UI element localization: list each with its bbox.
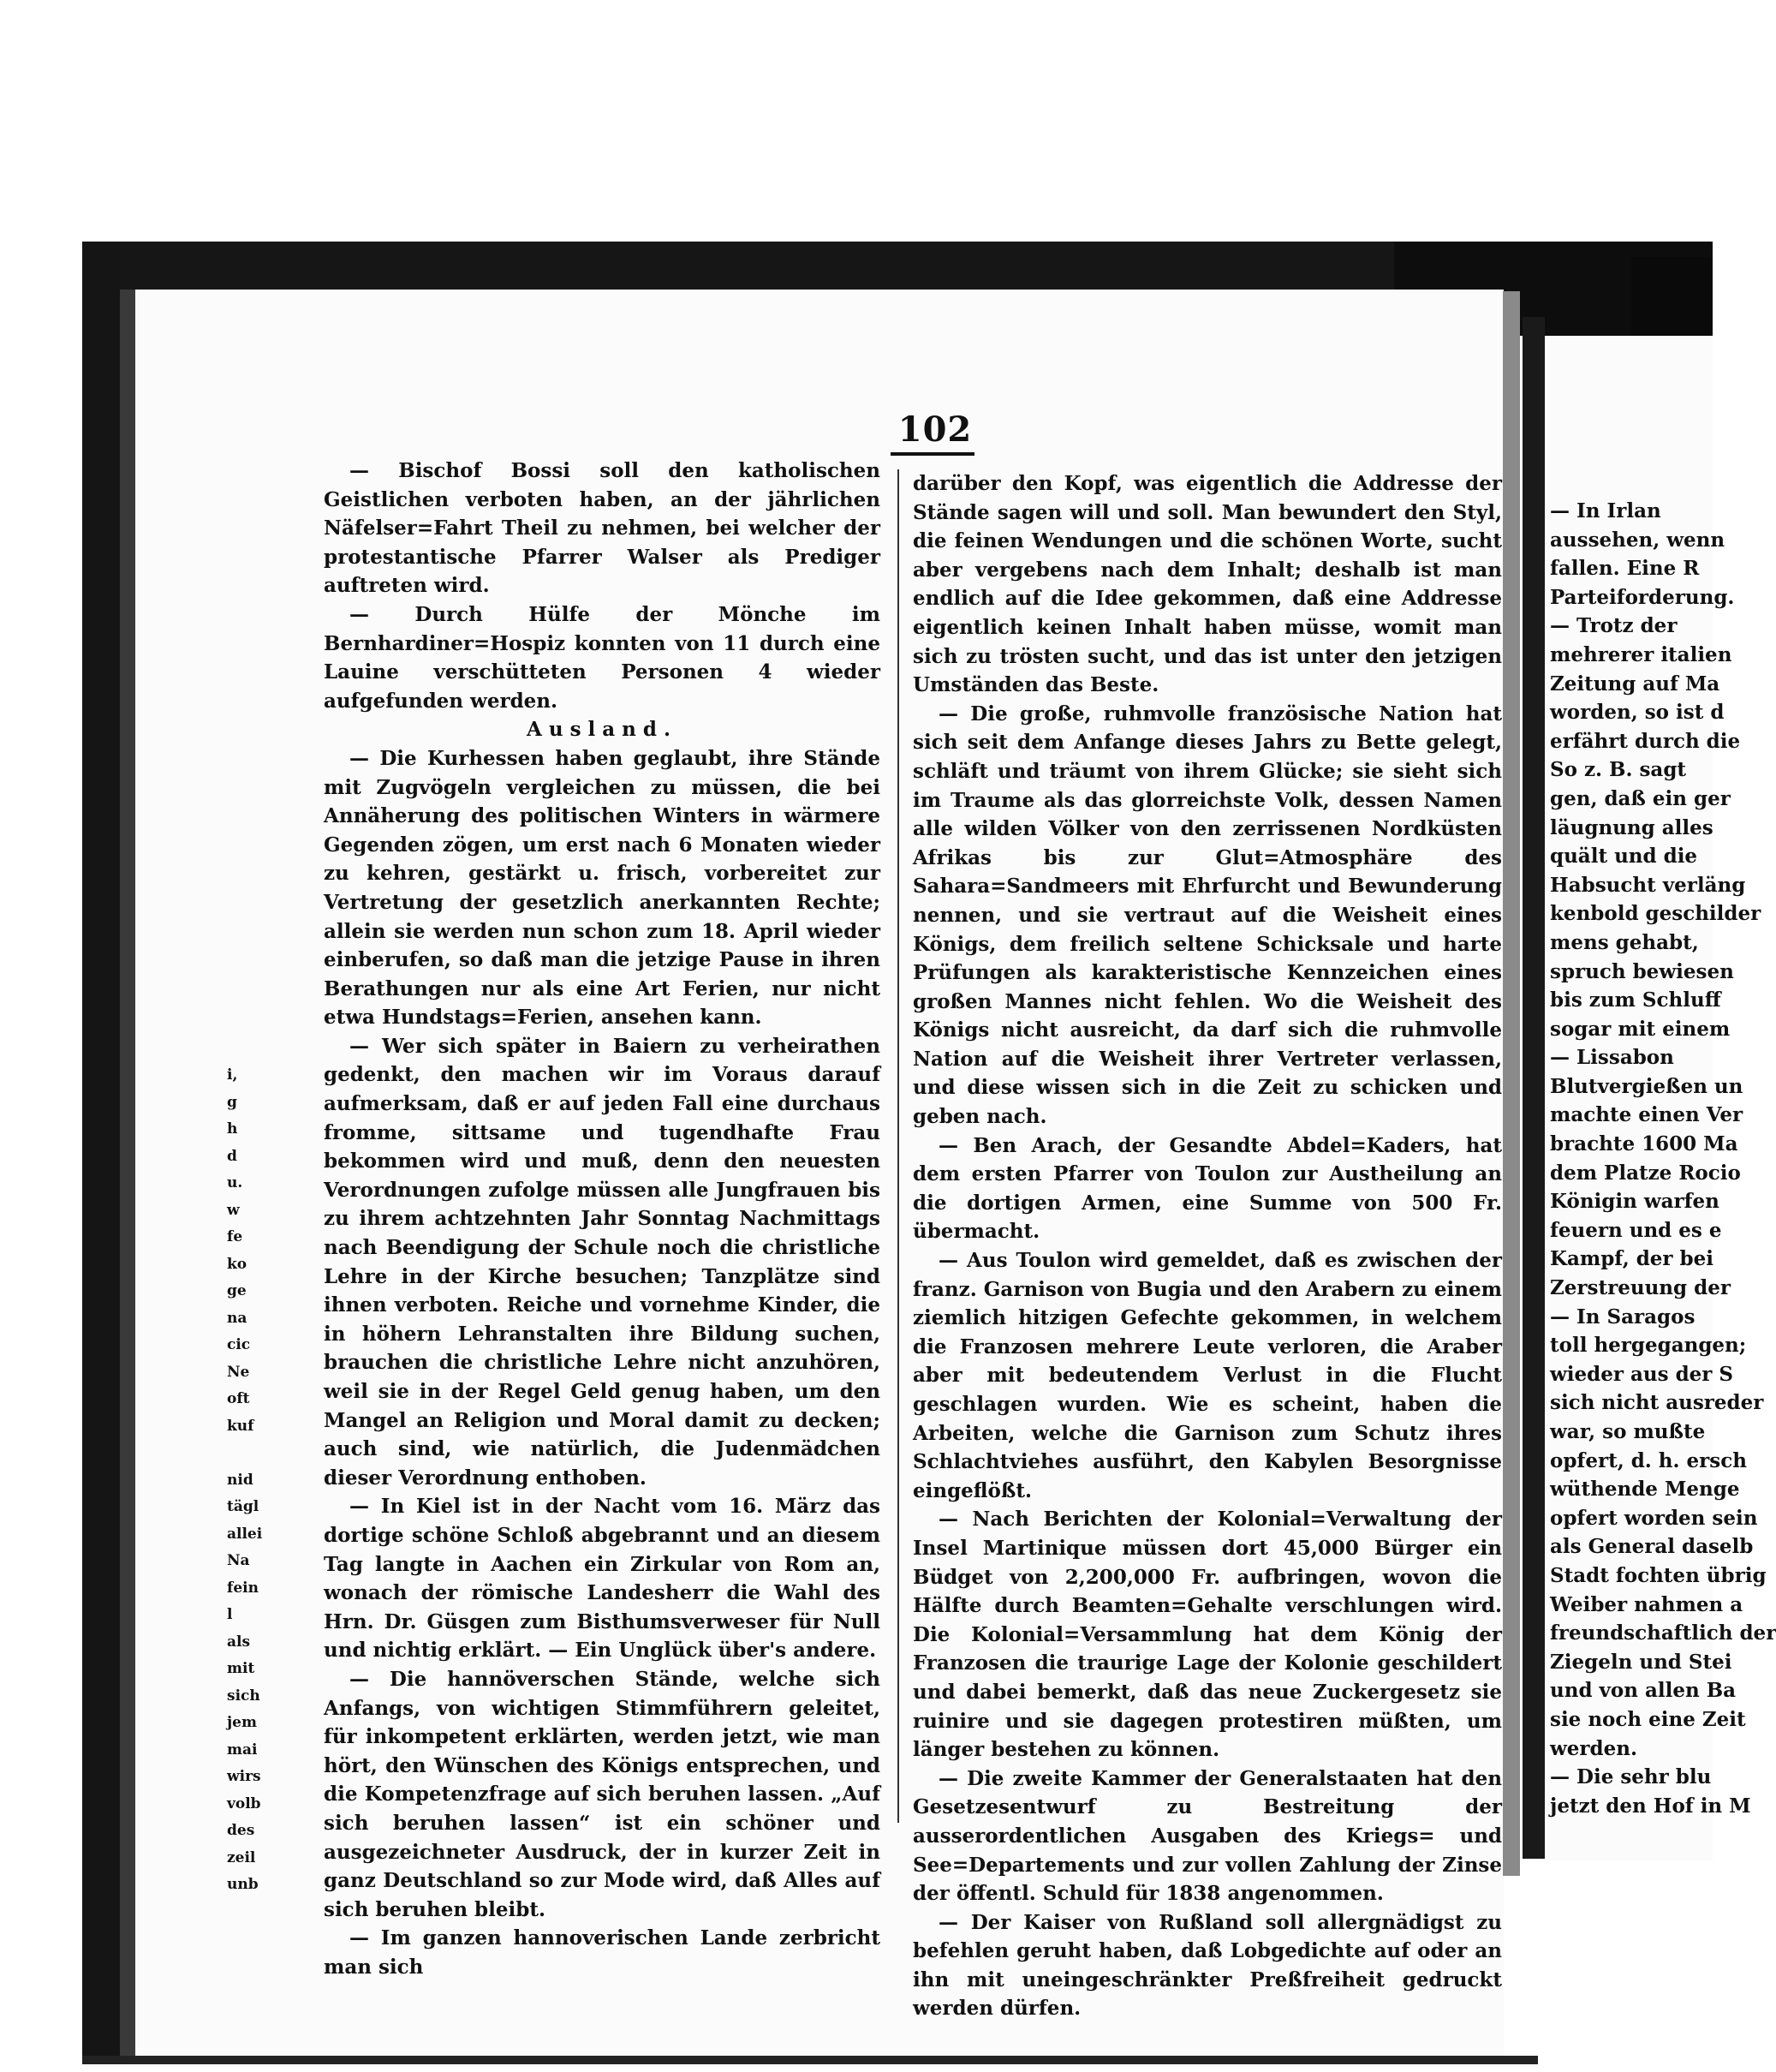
facing-page-line: brachte 1600 Ma	[1550, 1132, 1738, 1156]
margin-fragment: unb	[227, 1876, 259, 1893]
facing-page-line: Zerstreuung der	[1550, 1276, 1731, 1300]
margin-fragment: g	[227, 1093, 237, 1111]
facing-page-line: und von allen Ba	[1550, 1679, 1737, 1703]
facing-page-line: mehrerer italien	[1550, 642, 1732, 666]
margin-fragment: oft	[227, 1390, 250, 1407]
column-divider	[897, 469, 899, 1823]
margin-fragment: zeil	[227, 1848, 256, 1866]
margin-fragment: ge	[227, 1282, 247, 1299]
facing-page-line: Ziegeln und Stei	[1550, 1650, 1732, 1674]
paragraph: — Durch Hülfe der Mönche im Bernhardiner=Hospiz konnten von 11 durch eine Lauine verschütteten Personen 4 wieder aufgefunden werden.	[324, 602, 880, 713]
facing-page-line: Blutvergießen un	[1550, 1074, 1743, 1098]
scan-border-left	[82, 242, 120, 2062]
facing-page-line: feuern und es e	[1550, 1218, 1722, 1242]
facing-page-line: gen, daß ein ger	[1550, 786, 1731, 810]
margin-fragment: cic	[227, 1336, 251, 1353]
page-number-rule	[891, 452, 974, 456]
facing-page-line: Habsucht verläng	[1550, 873, 1746, 897]
facing-page-line: — Lissabon	[1550, 1046, 1674, 1070]
paragraph: — Die große, ruhmvolle französische Nation hat sich seit dem Anfange dieses Jahrs zu Bette gelegt, schläft und träumt von ihrem Glücke; sie sieht sich im Traume als das glorreichste Volk, dessen Namen alle wilden Völker von den zerrissenen Nordküsten Afrikas bis zur Glut=Atmosphäre des Sahara=Sandmeers mit Ehrfurcht und Bewunderung nennen, und sie vertraut auf die Weisheit eines Königs, dem freilich seltene Schicksale und harte Prüfungen als karakteristische Kennzeichen eines großen Mannes nicht fehlen. Wo die Weisheit des Königs nicht ausreicht, da darf sich die ruhmvolle Nation auf die Weisheit ihrer Vertreter verlassen, und diese wissen sich in die Zeit zu schicken und geben nach.	[913, 702, 1502, 1129]
paragraph: — Im ganzen hannoverischen Lande zerbricht man sich	[324, 1926, 880, 1979]
margin-fragment: mit	[227, 1660, 255, 1677]
facing-page-line: Parteiforderung.	[1550, 585, 1735, 609]
margin-fragment: i,	[227, 1066, 238, 1084]
paragraph: — Aus Toulon wird gemeldet, daß es zwischen der franz. Garnison von Bugia und den Arabern zu einem ziemlich hitzigen Gefechte gekommen, in welchem die Franzosen mehrere Leute verloren, die Araber aber mit bedeutendem Verlust in die Flucht geschlagen wurden. Wie es scheint, haben die Arbeiten, welche die Garnison zum Schutz ihres Schlachtviehes ausführt, den Kabylen Besorgnisse eingeflößt.	[913, 1249, 1502, 1502]
paragraph: — Nach Berichten der Kolonial=Verwaltung der Insel Martinique müssen dort 45,000 Bürger ein Büdget von 2,200,000 Fr. aufbringen, wovon die Hälfte durch Beamten=Gehalte verschlungen wird. Die Kolonial=Versammlung hat dem König der Franzosen die traurige Lage der Kolonie geschildert und dabei bemerkt, daß das neue Zuckergesetz sie ruinire und sie dagegen protestiren müßten, um länger bestehen zu können.	[913, 1508, 1502, 1762]
margin-fragment: u.	[227, 1174, 243, 1191]
previous-page-margin-fragments	[227, 1062, 261, 1899]
facing-page-line: — Die sehr blu	[1550, 1765, 1712, 1789]
facing-page-line: läugnung alles	[1550, 815, 1713, 839]
facing-page-line: dem Platze Rocio	[1550, 1161, 1741, 1185]
margin-fragment: nid	[227, 1471, 253, 1489]
facing-page-line: als General daselb	[1550, 1535, 1754, 1559]
paragraph: — Die zweite Kammer der Generalstaaten hat den Gesetzesentwurf zu Bestreitung der ausserordentlichen Ausgaben des Kriegs= und See=Departements und zur vollen Zahlung der Zinse der öffentl. Schuld für 1838 angenommen.	[913, 1766, 1502, 1906]
paragraph: darüber den Kopf, was eigentlich die Addresse der Stände sagen will und soll. Man bewundert den Styl, die feinen Wendungen und die schönen Worte, sucht aber vergebens nach dem Inhalt; deshalb ist man endlich auf die Idee gekommen, daß eine Addresse eigentlich keinen Inhalt haben müsse, womit man sich zu trösten sucht, und das ist unter den jetzigen Umständen das Beste.	[913, 472, 1502, 697]
page-number: 102	[897, 409, 973, 450]
facing-page-line: wieder aus der S	[1550, 1362, 1734, 1386]
facing-page-line: sogar mit einem	[1550, 1017, 1731, 1041]
margin-fragment: volb	[227, 1794, 261, 1812]
margin-fragment: h	[227, 1120, 238, 1138]
facing-page-line: aussehen, wenn	[1550, 528, 1725, 552]
scan-border-top	[82, 242, 1401, 290]
facing-page-line: jetzt den Hof in M	[1550, 1794, 1751, 1818]
gutter-shadow	[1523, 317, 1545, 1859]
margin-fragment: fein	[227, 1579, 259, 1597]
facing-page-line: toll hergegangen;	[1550, 1334, 1747, 1358]
margin-fragment: na	[227, 1309, 247, 1327]
facing-page-line: machte einen Ver	[1550, 1103, 1743, 1127]
facing-page-line: kenbold geschilder	[1550, 902, 1761, 926]
facing-page-line: werden.	[1550, 1736, 1637, 1760]
facing-page-line: sie noch eine Zeit	[1550, 1707, 1746, 1731]
margin-fragment: mai	[227, 1741, 258, 1759]
facing-page-line: wüthende Menge	[1550, 1478, 1740, 1502]
facing-page-line: quält und die	[1550, 845, 1698, 869]
facing-page-line: Kampf, der bei	[1550, 1247, 1714, 1271]
margin-fragment: sich	[227, 1687, 260, 1705]
margin-fragment: tägl	[227, 1498, 259, 1515]
margin-fragment: d	[227, 1147, 237, 1165]
margin-fragment: l	[227, 1606, 233, 1623]
facing-page-line: bis zum Schluff	[1550, 988, 1721, 1012]
facing-page-line: opfert worden sein	[1550, 1506, 1758, 1530]
facing-page-line: Königin warfen	[1550, 1190, 1719, 1214]
page-edge-shadow	[120, 290, 135, 2062]
margin-fragment: ko	[227, 1255, 247, 1273]
facing-page-line: freundschaftlich der	[1550, 1621, 1776, 1645]
paragraph: — Wer sich später in Baiern zu verheirathen gedenkt, den machen wir im Voraus darauf aufmerksam, daß er auf jeden Fall eine durchaus fromme, sittsame und tugendhafte Frau bekommen wird und muß, denn den neuesten Verordnungen zufolge müssen alle Jungfrauen bis zu ihrem achtzehnten Jahr Sonntag Nachmittags nach Beendigung der Schule noch die christliche Lehre in der Kirche besuchen; Tanzplätze sind ihnen verboten. Reiche und vornehme Kinder, die in höhern Lehranstalten ihre Bildung suchen, brauchen die christliche Lehre nicht anzuhören, weil sie in der Regel Geld genug haben, um den Mangel an Religion und Moral damit zu decken; auch sind, wie natürlich, die Judenmädchen dieser Verordnung enthoben.	[324, 1034, 880, 1490]
paragraph: — Bischof Bossi soll den katholischen Geistlichen verboten haben, an der jährlichen Näfelser=Fahrt Theil zu nehmen, bei welcher der protestantische Pfarrer Walser als Prediger auftreten wird.	[324, 459, 880, 598]
facing-page-line: Stadt fochten übrig	[1550, 1563, 1767, 1587]
facing-page-line: Weiber nahmen a	[1550, 1592, 1743, 1616]
facing-page-line: — Trotz der	[1550, 614, 1678, 638]
margin-fragment: fe	[227, 1228, 243, 1245]
facing-page-line: mens gehabt,	[1550, 930, 1699, 954]
section-heading: Ausland.	[527, 718, 677, 742]
facing-page-line: fallen. Eine R	[1550, 557, 1700, 581]
paragraph: — Ben Arach, der Gesandte Abdel=Kaders, hat dem ersten Pfarrer von Toulon zur Austheilung an die dortigen Armen, eine Summe von 500 Fr. übermacht.	[913, 1133, 1502, 1244]
paragraph: — Der Kaiser von Rußland soll allergnädigst zu befehlen geruht haben, daß Lobgedichte auf oder an ihn mit uneingeschränkter Preßfreiheit gedruckt werden dürfen.	[913, 1910, 1502, 2021]
facing-page-line: — In Saragos	[1550, 1305, 1696, 1329]
paragraph: — In Kiel ist in der Nacht vom 16. März das dortige schöne Schloß abgebrannt und an diesem Tag langte in Aachen ein Zirkular von Rom an, wonach der römische Landesherr die Wahl des Hrn. Dr. Güsgen zum Bisthumsverweser für Null und nichtig erklärt. — Ein Unglück über's andere.	[324, 1495, 880, 1663]
left-column	[324, 457, 880, 1981]
margin-fragment: des	[227, 1822, 255, 1839]
facing-page-line: Zeitung auf Ma	[1550, 672, 1720, 696]
facing-page-line: spruch bewiesen	[1550, 959, 1734, 983]
facing-page-line: war, so mußte	[1550, 1420, 1706, 1443]
facing-page-line: worden, so ist d	[1550, 701, 1725, 725]
facing-page-line: opfert, d. h. ersch	[1550, 1448, 1747, 1472]
facing-page-line: erfährt durch die	[1550, 729, 1741, 753]
facing-page-line: sich nicht ausreder	[1550, 1391, 1764, 1415]
margin-fragment: Na	[227, 1552, 250, 1569]
margin-fragment: jem	[227, 1714, 257, 1731]
margin-fragment: wirs	[227, 1768, 261, 1785]
margin-fragment: w	[227, 1201, 240, 1219]
scan-border-bottom	[82, 2056, 1538, 2064]
paragraph: — Die hannöverschen Stände, welche sich Anfangs, von wichtigen Stimmführern geleitet, für inkompetent erklärten, werden jetzt, wie man hört, den Wünschen des Königs entsprechen, und die Kompetenzfrage auf sich beruhen lassen. „Auf sich beruhen lassen“ ist ein schöner und ausgezeichneter Ausdruck, der in kurzer Zeit in ganz Deutschland so zur Mode wird, daß Alles auf sich beruhen bleibt.	[324, 1667, 880, 1921]
gutter-shadow-light	[1503, 291, 1520, 1876]
facing-page-line: — In Irlan	[1550, 499, 1661, 522]
margin-fragment	[227, 1440, 261, 1467]
facing-page-column	[1550, 497, 1776, 1820]
margin-fragment: als	[227, 1633, 251, 1651]
paragraph: — Die Kurhessen haben geglaubt, ihre Stände mit Zugvögeln vergleichen zu müssen, die bei Annäherung des politischen Winters in wärmere Gegenden zögen, um erst nach 6 Monaten wieder zu kehren, gestärkt u. frisch, vorbereitet zur Vertretung der gesetzlich anerkannten Rechte; allein sie werden nun schon zum 18. April wieder einberufen, so daß man die jetzige Pause in ihren Berathungen nur als eine Art Ferien, nur nicht etwa Hundstags=Ferien, ansehen kann.	[324, 746, 880, 1030]
margin-fragment: allei	[227, 1525, 263, 1543]
margin-fragment: Ne	[227, 1363, 250, 1381]
margin-fragment: kuf	[227, 1417, 254, 1435]
facing-page-line: So z. B. sagt	[1550, 758, 1687, 782]
middle-column	[913, 469, 1502, 2023]
